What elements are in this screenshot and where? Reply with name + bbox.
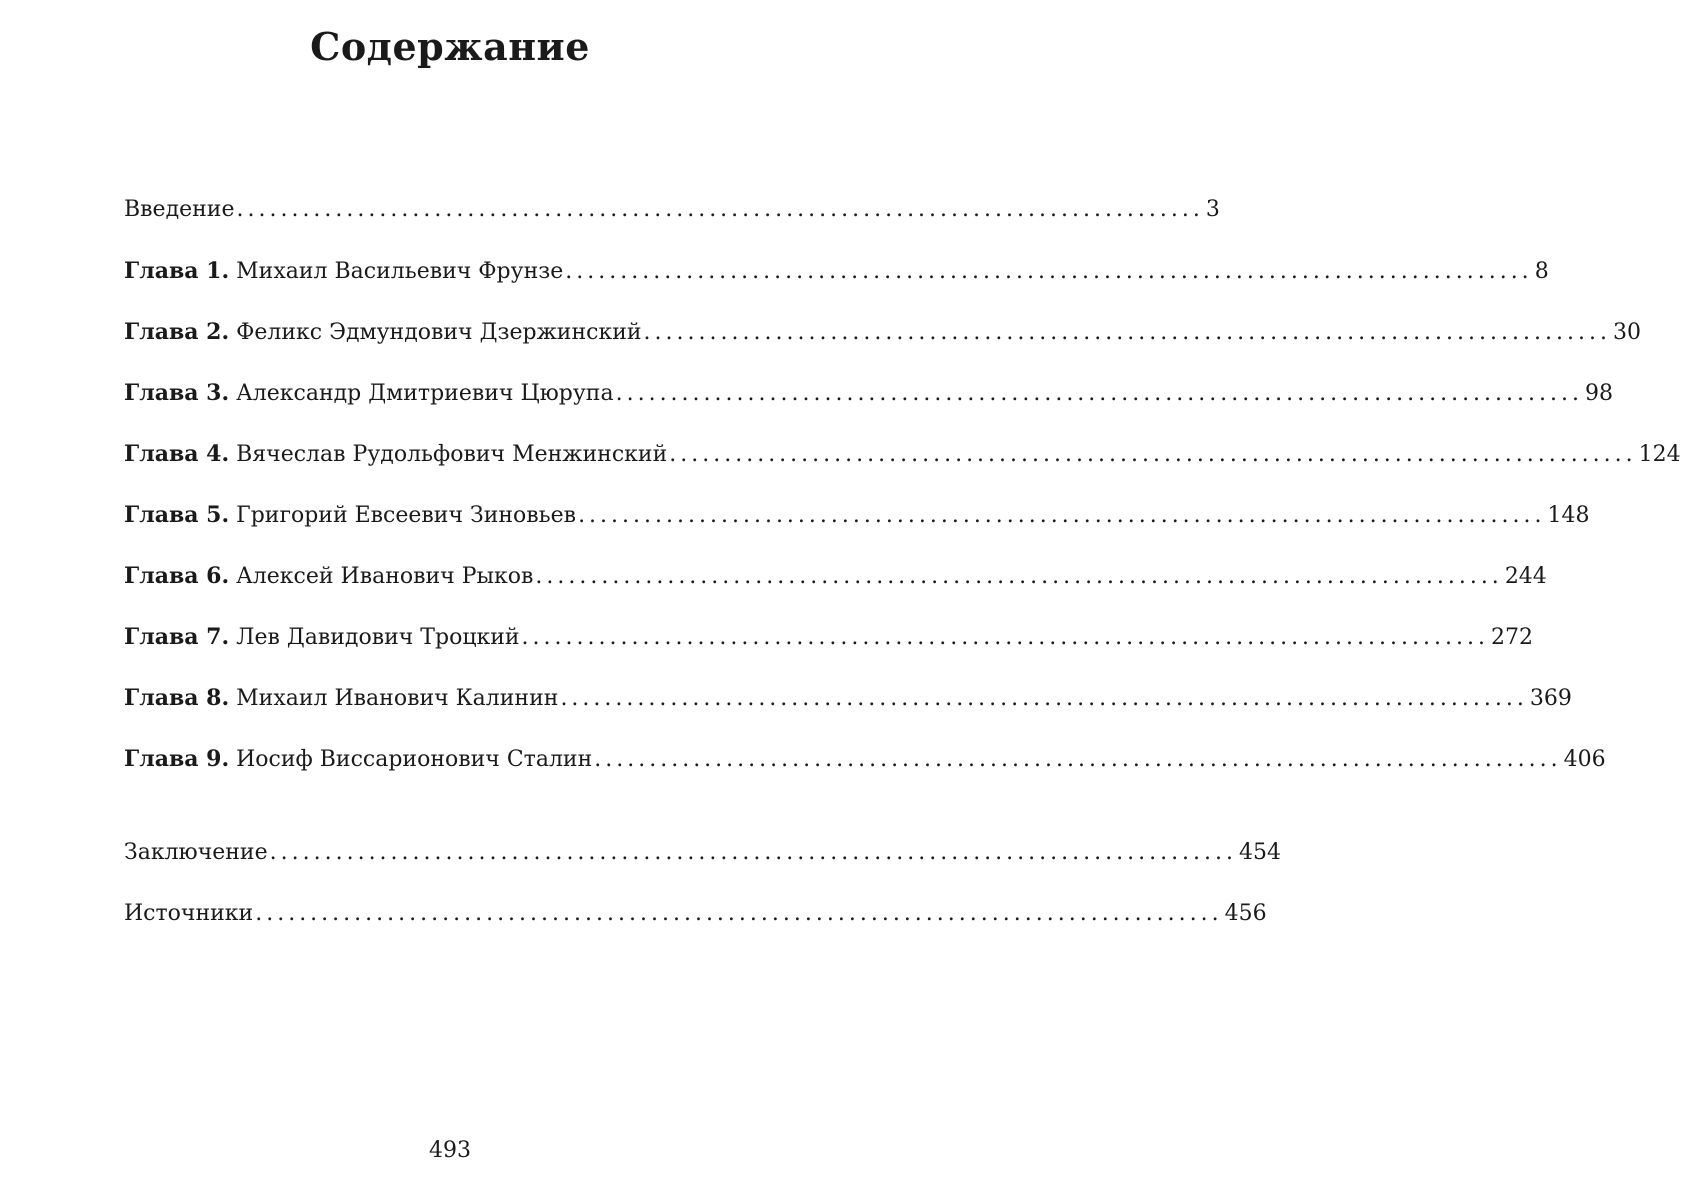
toc-entry-title: Заключение [124,840,268,865]
dot-leader: ........................................................................................ [535,564,1503,589]
toc-entry-label [124,556,533,597]
toc-entry-chapter-3[interactable] [124,373,1613,413]
dot-leader: ........................................................................................ [565,259,1533,284]
dot-leader: ........................................................................................ [669,442,1637,467]
toc-entry-page: 406 [1563,747,1606,772]
chapter-number: Глава 8. [124,685,230,711]
toc-entry-chapter-6[interactable] [124,556,1547,596]
toc-entry-page: 98 [1585,381,1613,406]
page-number: 493 [429,1138,471,1163]
toc-entry-title: Михаил Иванович Калинин [236,686,559,711]
toc-entry-title: Феликс Эдмундович Дзержинский [236,320,642,345]
dot-leader: ........................................................................................ [615,381,1583,406]
toc-entry-page: 456 [1224,901,1267,926]
dot-leader: ........................................................................................ [236,197,1204,222]
dot-leader: ........................................................................................ [521,625,1489,650]
dot-leader: ........................................................................................ [269,840,1238,865]
toc-entry-chapter-1[interactable] [124,251,1549,291]
toc-entry-label [124,617,520,658]
toc-entry-title: Вячеслав Рудольфович Менжинский [236,442,668,467]
page-title: Содержание [310,24,590,69]
toc-entry-title: Иосиф Виссарионович Сталин [236,747,593,772]
chapter-number: Глава 3. [124,380,230,406]
toc-entry-page: 148 [1547,503,1590,528]
toc-entry-label [124,190,234,230]
toc-entry-chapter-8[interactable] [124,678,1572,718]
toc-entry-title: Введение [124,197,235,222]
toc-entry-title: Источники [124,901,254,926]
toc-entry-chapter-9[interactable] [124,739,1606,779]
dot-leader: ........................................................................................ [560,686,1528,711]
chapter-number: Глава 2. [124,319,230,345]
toc-entry-page: 30 [1612,320,1641,345]
toc-entry-label [124,434,667,475]
toc-entry-page: 124 [1638,442,1681,467]
toc-entry-title: Михаил Васильевич Фрунзе [236,259,564,284]
toc-entry-chapter-4[interactable] [124,434,1681,474]
chapter-number: Глава 1. [124,258,230,284]
toc-entry-chapter-2[interactable] [124,312,1641,352]
dot-leader: ........................................................................................ [643,320,1611,345]
toc-entry-label [124,312,642,353]
toc-entry-title: Григорий Евсеевич Зиновьев [236,503,577,528]
toc-entry-page: 272 [1490,625,1533,650]
toc-entry-label [124,495,576,536]
toc-entry-chapter-5[interactable] [124,495,1590,535]
toc-entry-page: 3 [1205,197,1220,222]
toc-entry-label [124,678,558,719]
toc-entry-title: Лев Давидович Троцкий [236,625,520,650]
toc-entry-conclusion[interactable] [124,833,1282,873]
dot-leader: ........................................................................................ [578,503,1546,528]
toc-entry-page: 454 [1239,840,1282,865]
chapter-number: Глава 4. [124,441,230,467]
chapter-number: Глава 5. [124,502,230,528]
chapter-number: Глава 6. [124,563,230,589]
toc-entry-introduction[interactable] [124,190,1220,230]
dot-leader: ........................................................................................ [594,747,1562,772]
toc-entry-title: Алексей Иванович Рыков [236,564,534,589]
dot-leader: ........................................................................................ [255,901,1223,926]
toc-entry-label [124,373,614,414]
toc-entry-label [124,739,592,780]
toc-entry-chapter-7[interactable] [124,617,1533,657]
toc-entry-title: Александр Дмитриевич Цюрупа [236,381,614,406]
toc-entry-sources[interactable] [124,894,1267,934]
toc-entry-page: 8 [1534,259,1549,284]
toc-entry-label [124,833,268,873]
toc-entry-label [124,251,563,292]
chapter-number: Глава 9. [124,746,230,772]
toc-entry-page: 369 [1529,686,1572,711]
chapter-number: Глава 7. [124,624,230,650]
toc-entry-page: 244 [1504,564,1547,589]
toc-entry-label [124,894,253,934]
